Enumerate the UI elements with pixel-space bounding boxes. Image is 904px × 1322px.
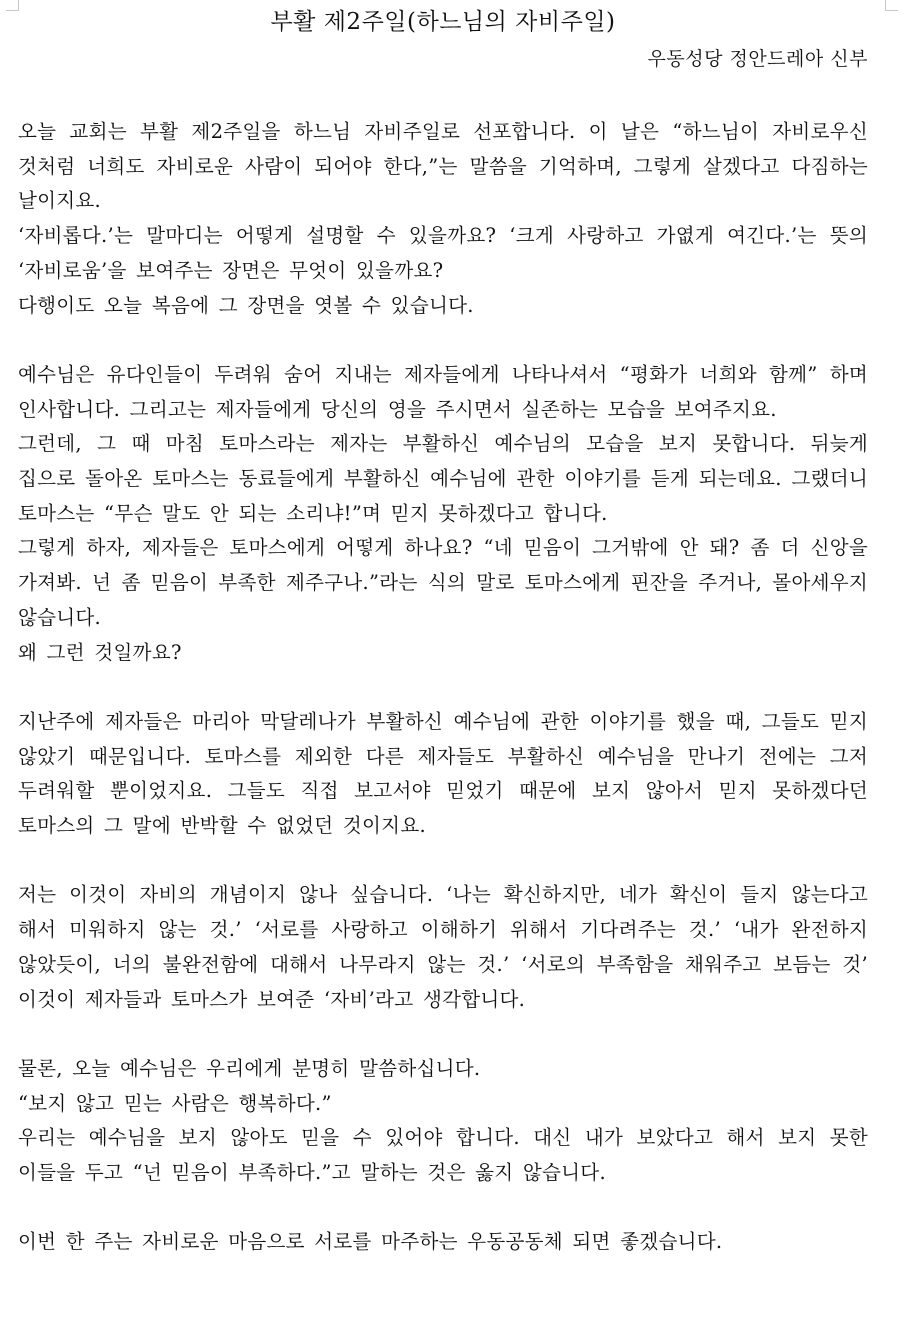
paragraph: 오늘 교회는 부활 제2주일을 하느님 자비주일로 선포합니다. 이 날은 “하느님이 자비로우신 것처럼 너희도 자비로운 사람이 되어야 한다,”는 말씀을 기억하며, 그렇게 살겠다고 다짐하는 날이지요. [18, 120, 868, 213]
paragraph-spacer [18, 1017, 868, 1052]
paragraph-spacer [18, 844, 868, 879]
document-title: 부활 제2주일(하느님의 자비주일) [270, 9, 616, 35]
paragraph: “보지 않고 믿는 사람은 행복하다.” [18, 1091, 332, 1115]
paragraph: 지난주에 제자들은 마리아 막달레나가 부활하신 예수님에 관한 이야기를 했을 때, 그들도 믿지 않았기 때문입니다. 토마스를 제외한 다른 제자들도 부활하신 예수님을 만나기 전에는 그저 두려워할 뿐이었지요. 그들도 직접 보고서야 믿었기 때문에 보지 않아서 믿지 못하겠다던 토마스의 그 말에 반박할 수 없었던 것이지요. [18, 709, 868, 838]
paragraph: 이번 한 주는 자비로운 마음으로 서로를 마주하는 우동공동체 되면 좋겠습니다. [18, 1230, 723, 1254]
paragraph: 그렇게 하자, 제자들은 토마스에게 어떻게 하나요? “네 믿음이 그거밖에 안 돼? 좀 더 신앙을 가져봐. 넌 좀 믿음이 부족한 제주구나.”라는 식의 말로 토마스에게 핀잔을 주거나, 몰아세우지 않습니다. [18, 536, 868, 629]
document-body [18, 115, 868, 1260]
paragraph: ‘자비롭다.’는 말마디는 어떻게 설명할 수 있을까요? ‘크게 사랑하고 가엾게 여긴다.’는 뜻의 ‘자비로움’을 보여주는 장면은 무엇이 있을까요? [18, 224, 868, 282]
paragraph: 그런데, 그 때 마침 토마스라는 제자는 부활하신 예수님의 모습을 보지 못합니다. 뒤늦게 집으로 돌아온 토마스는 동료들에게 부활하신 예수님에 관한 이야기를 듣게 되는데요. 그랬더니 토마스는 “무슨 말도 안 되는 소리냐!”며 믿지 못하겠다고 합니다. [18, 432, 868, 525]
paragraph: 저는 이것이 자비의 개념이지 않나 싶습니다. ‘나는 확신하지만, 네가 확신이 들지 않는다고 해서 미워하지 않는 것.’ ‘서로를 사랑하고 이해하기 위해서 기다려주는 것.’ ‘내가 완전하지 않았듯이, 너의 불완전함에 대해서 나무라지 않는 것.’ ‘서로의 부족함을 채워주고 보듬는 것’ 이것이 제자들과 토마스가 보여준 ‘자비’라고 생각합니다. [18, 883, 868, 1011]
paragraph: 다행이도 오늘 복음에 그 장면을 엿볼 수 있습니다. [18, 293, 474, 317]
document-author: 우동성당 정안드레아 신부 [647, 48, 868, 70]
paragraph: 물론, 오늘 예수님은 우리에게 분명히 말씀하십니다. [18, 1056, 481, 1080]
document-page [18, 6, 868, 1260]
page-corner-mark-right [885, 0, 898, 11]
paragraph: 왜 그런 것일까요? [18, 640, 182, 664]
paragraph-spacer [18, 670, 868, 705]
paragraph: 우리는 예수님을 보지 않아도 믿을 수 있어야 합니다. 대신 내가 보았다고 해서 보지 못한 이들을 두고 “넌 믿음이 부족하다.”고 말하는 것은 옳지 않습니다. [18, 1126, 868, 1185]
paragraph: 예수님은 유다인들이 두려워 숨어 지내는 제자들에게 나타나셔서 “평화가 너희와 함께” 하며 인사합니다. 그리고는 제자들에게 당신의 영을 주시면서 실존하는 모습을 보여주지요. [18, 362, 868, 421]
paragraph-spacer [18, 323, 868, 358]
paragraph-spacer [18, 1191, 868, 1226]
